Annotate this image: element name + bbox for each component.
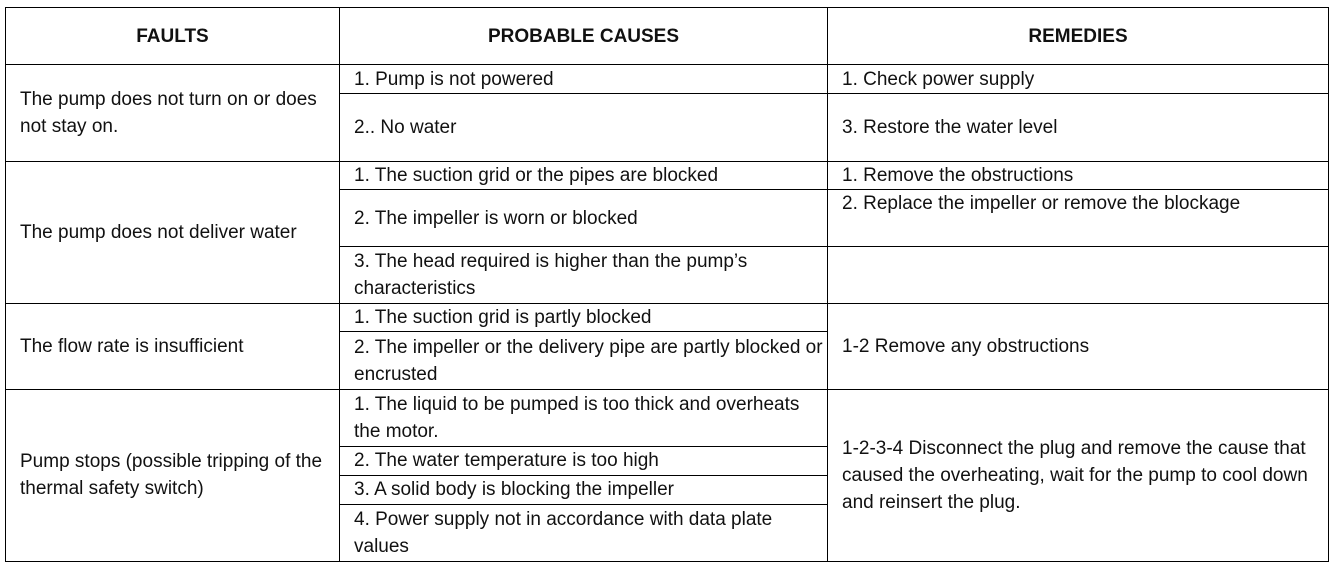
- header-faults: FAULTS: [6, 8, 340, 65]
- remedy-cell: 1. Check power supply: [828, 65, 1329, 94]
- cause-cell: 3. A solid body is blocking the impeller: [340, 475, 828, 504]
- remedy-cell: [828, 247, 1329, 304]
- troubleshooting-table: [5, 7, 1329, 562]
- cause-cell: 1. The suction grid is partly blocked: [340, 304, 828, 332]
- fault-cell: The flow rate is insufficient: [6, 304, 340, 389]
- cause-cell: 3. The head required is higher than the pump’s characteristics: [340, 247, 828, 304]
- fault-cell: The pump does not turn on or does not stay on.: [6, 65, 340, 162]
- table-row: [6, 304, 1329, 332]
- cause-cell: 4. Power supply not in accordance with data plate values: [340, 504, 828, 561]
- header-remedies: REMEDIES: [828, 8, 1329, 65]
- cause-cell: 1. The liquid to be pumped is too thick and overheats the motor.: [340, 389, 828, 446]
- cause-cell: 2. The impeller or the delivery pipe are partly blocked or encrusted: [340, 332, 828, 389]
- remedy-cell: 1-2-3-4 Disconnect the plug and remove the cause that caused the overheating, wait for the pump to cool down and reinsert the plug.: [828, 389, 1329, 561]
- remedy-cell: 2. Replace the impeller or remove the blockage: [828, 190, 1329, 247]
- cause-cell: 2.. No water: [340, 94, 828, 162]
- cause-cell: 2. The impeller is worn or blocked: [340, 190, 828, 247]
- cause-cell: 1. The suction grid or the pipes are blocked: [340, 162, 828, 190]
- table-row: [6, 389, 1329, 446]
- fault-cell: Pump stops (possible tripping of the thermal safety switch): [6, 389, 340, 561]
- fault-cell: The pump does not deliver water: [6, 162, 340, 304]
- cause-cell: 2. The water temperature is too high: [340, 446, 828, 475]
- header-row: [6, 8, 1329, 65]
- header-probable-causes: PROBABLE CAUSES: [340, 8, 828, 65]
- remedy-cell: 1-2 Remove any obstructions: [828, 304, 1329, 389]
- table-row: [6, 65, 1329, 94]
- remedy-cell: 1. Remove the obstructions: [828, 162, 1329, 190]
- table-row: [6, 162, 1329, 190]
- cause-cell: 1. Pump is not powered: [340, 65, 828, 94]
- remedy-cell: 3. Restore the water level: [828, 94, 1329, 162]
